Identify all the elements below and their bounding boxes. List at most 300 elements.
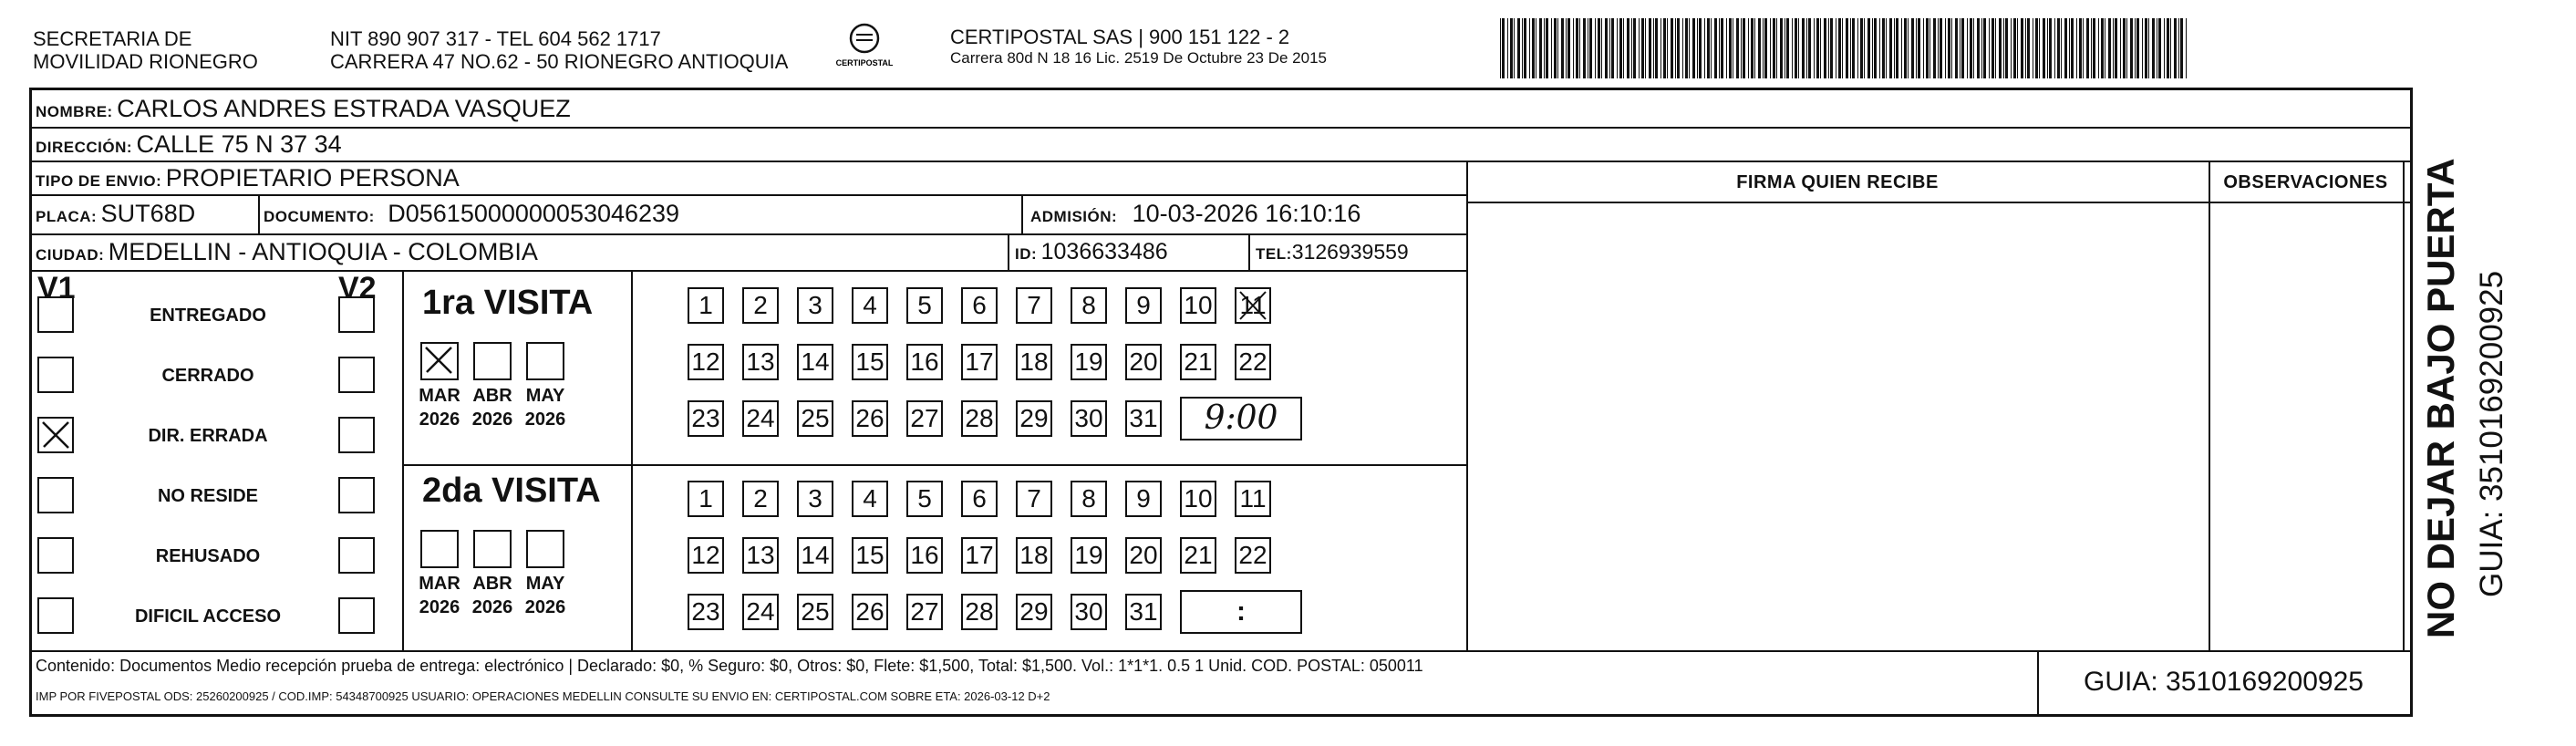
month-label <box>412 384 467 431</box>
barcode-bar <box>1601 18 1602 78</box>
day-box[interactable]: 21 <box>1180 344 1216 380</box>
barcode-bar <box>1704 18 1705 78</box>
barcode-bar <box>1830 18 1833 78</box>
barcode-bar <box>1933 18 1936 78</box>
barcode-bar <box>1748 18 1749 78</box>
status-label: CERRADO <box>161 366 254 386</box>
direccion-row <box>36 128 342 165</box>
barcode-bar <box>1653 18 1654 78</box>
day-box[interactable]: 23 <box>688 594 724 630</box>
org-contact <box>330 27 788 73</box>
barcode-bar <box>1776 18 1777 78</box>
day-box[interactable]: 15 <box>852 344 888 380</box>
footer-print-line: IMP POR FIVEPOSTAL ODS: 25260200925 / COD.IMP: 54348700925 USUARIO: OPERACIONES MEDELLIN CONSULTE SU ENVIO EN: CERTIPOSTAL.COM SOBRE ETA: 2026-03-12 D+2 <box>36 689 1050 703</box>
barcode-bar <box>1874 18 1877 78</box>
month-checkbox[interactable] <box>420 530 459 568</box>
day-box[interactable]: 18 <box>1016 537 1052 574</box>
tel-value: 3126939559 <box>1291 240 1409 264</box>
v1-checkbox[interactable] <box>37 357 74 393</box>
day-box[interactable]: 15 <box>852 537 888 574</box>
barcode-bar <box>1929 18 1930 78</box>
barcode-bar <box>1872 18 1873 78</box>
barcode-bar <box>1983 18 1986 78</box>
day-box[interactable]: 6 <box>961 287 998 324</box>
day-box[interactable]: 14 <box>797 537 833 574</box>
barcode-bar <box>1583 18 1586 78</box>
barcode-bar <box>2113 18 2114 78</box>
barcode-bar <box>1641 18 1644 78</box>
day-box[interactable]: 9 <box>1125 481 1162 517</box>
month-year: 2026 <box>471 597 513 617</box>
barcode-bar <box>1595 18 1596 78</box>
barcode-bar <box>1886 18 1887 78</box>
month-label <box>412 572 467 619</box>
visit2-title: 2da VISITA <box>422 471 601 510</box>
month-checkbox[interactable] <box>473 342 512 380</box>
direccion-value: CALLE 75 N 37 34 <box>136 130 342 158</box>
status-label: DIFICIL ACCESO <box>134 606 281 627</box>
month-name: ABR <box>472 574 512 594</box>
day-box[interactable]: 4 <box>852 481 888 517</box>
barcode-bar <box>1948 18 1950 78</box>
placa-label: PLACA: <box>36 208 98 225</box>
barcode-bar <box>1795 18 1797 78</box>
v2-checkbox[interactable] <box>338 477 375 513</box>
barcode-bar <box>2174 18 2177 78</box>
footer-content-line: Contenido: Documentos Medio recepción prueba de entrega: electrónico | Declarado: $0, % Seguro: $0, Otros: $0, Flete: $1,500, Total: $1,500. Vol.: 1*1*1. 0.5 1 Unid. COD. POSTAL: 050011 <box>36 657 1423 675</box>
tipo-value: PROPIETARIO PERSONA <box>165 164 460 192</box>
documento-value: D05615000000053046239 <box>388 200 680 227</box>
day-box[interactable]: 18 <box>1016 344 1052 380</box>
barcode <box>1498 18 2191 78</box>
day-box[interactable]: 5 <box>906 481 943 517</box>
day-box[interactable]: 13 <box>742 537 779 574</box>
day-box[interactable]: 17 <box>961 344 998 380</box>
day-box[interactable]: 3 <box>797 481 833 517</box>
day-box[interactable]: 20 <box>1125 537 1162 574</box>
time-value: 9:00 <box>1204 399 1278 437</box>
barcode-bar <box>1828 18 1829 78</box>
barcode-bar <box>1938 18 1939 78</box>
barcode-bar <box>2071 18 2074 78</box>
barcode-bar <box>1692 18 1695 78</box>
day-box[interactable]: 27 <box>906 400 943 437</box>
barcode-bar <box>1566 18 1567 78</box>
time-box[interactable] <box>1180 397 1302 440</box>
barcode-bar <box>1816 18 1819 78</box>
day-box[interactable]: 2 <box>742 287 779 324</box>
direccion-label: DIRECCIÓN: <box>36 139 133 156</box>
barcode-bar <box>1677 18 1680 78</box>
barcode-bar <box>1882 18 1885 78</box>
barcode-bar <box>1911 18 1914 78</box>
barcode-bar <box>1524 18 1526 78</box>
documento-label: DOCUMENTO: <box>264 208 375 225</box>
v1-checkbox[interactable] <box>37 477 74 513</box>
barcode-bar <box>2021 18 2023 78</box>
nit-line: NIT 890 907 317 - TEL 604 562 1717 <box>330 27 661 50</box>
barcode-bar <box>1721 18 1723 78</box>
barcode-bar <box>2135 18 2136 78</box>
v1-checkbox[interactable] <box>37 537 74 574</box>
barcode-bar <box>2164 18 2165 78</box>
barcode-bar <box>1951 18 1952 78</box>
barcode-bar <box>1514 18 1515 78</box>
barcode-bar <box>2136 18 2139 78</box>
barcode-bar <box>1814 18 1815 78</box>
barcode-bar <box>1675 18 1676 78</box>
barcode-bar <box>1926 18 1929 78</box>
barcode-bar <box>1850 18 1851 78</box>
barcode-bar <box>2148 18 2149 78</box>
day-box[interactable]: 28 <box>961 594 998 630</box>
day-box[interactable]: 1 <box>688 287 724 324</box>
day-box[interactable]: 13 <box>742 344 779 380</box>
barcode-bar <box>1824 18 1826 78</box>
signature-area[interactable] <box>1468 203 2207 648</box>
barcode-bar <box>2069 18 2070 78</box>
month-checkbox[interactable] <box>526 530 564 568</box>
status-label: NO RESIDE <box>157 486 259 506</box>
month-checkbox[interactable] <box>420 342 459 380</box>
address-line: CARRERA 47 NO.62 - 50 RIONEGRO ANTIOQUIA <box>330 50 789 73</box>
day-box[interactable]: 17 <box>961 537 998 574</box>
v2-checkbox[interactable] <box>338 296 375 333</box>
time-box[interactable] <box>1180 590 1302 634</box>
barcode-bar <box>1663 18 1666 78</box>
barcode-bar <box>1557 18 1558 78</box>
month-checkbox[interactable] <box>473 530 512 568</box>
day-box[interactable]: 27 <box>906 594 943 630</box>
barcode-bar <box>1802 18 1805 78</box>
month-year: 2026 <box>419 409 460 430</box>
barcode-bar <box>1860 18 1863 78</box>
barcode-bar <box>1970 18 1972 78</box>
barcode-bar <box>1867 18 1870 78</box>
month-name: ABR <box>472 386 512 406</box>
barcode-bar <box>1611 18 1614 78</box>
barcode-bar <box>2079 18 2082 78</box>
barcode-bar <box>2035 18 2038 78</box>
barcode-bar <box>1707 18 1710 78</box>
day-box[interactable]: 2 <box>742 481 779 517</box>
month-name: MAR <box>419 574 460 594</box>
v2-label: V2 <box>338 271 377 306</box>
barcode-bar <box>2186 18 2187 78</box>
day-box[interactable]: 25 <box>797 594 833 630</box>
observations-area[interactable] <box>2210 203 2401 648</box>
barcode-bar <box>2005 18 2008 78</box>
barcode-bar <box>1754 18 1755 78</box>
barcode-bar <box>1961 18 1964 78</box>
barcode-bar <box>1699 18 1702 78</box>
barcode-bar <box>1751 18 1754 78</box>
barcode-bar <box>1517 18 1520 78</box>
org-line-2: MOVILIDAD RIONEGRO <box>33 50 258 73</box>
barcode-bar <box>1551 18 1552 78</box>
barcode-bar <box>1889 18 1892 78</box>
id-label: ID: <box>1015 245 1038 263</box>
barcode-bar <box>2039 18 2040 78</box>
day-box[interactable]: 22 <box>1235 537 1271 574</box>
admision-value: 10-03-2026 16:10:16 <box>1132 200 1361 227</box>
barcode-bar <box>1507 18 1508 78</box>
barcode-bar <box>1852 18 1855 78</box>
barcode-bar <box>1573 18 1574 78</box>
barcode-bar <box>2167 18 2169 78</box>
barcode-bar <box>1838 18 1841 78</box>
month-checkbox[interactable] <box>526 342 564 380</box>
barcode-bar <box>1864 18 1865 78</box>
barcode-bar <box>2064 18 2067 78</box>
barcode-bar <box>1589 18 1592 78</box>
barcode-bar <box>1995 18 1996 78</box>
barcode-bar <box>2043 18 2045 78</box>
barcode-bar <box>1529 18 1530 78</box>
barcode-bar <box>1820 18 1821 78</box>
barcode-bar <box>1806 18 1807 78</box>
barcode-bar <box>2180 18 2183 78</box>
day-box[interactable]: 5 <box>906 287 943 324</box>
barcode-bar <box>2108 18 2111 78</box>
barcode-bar <box>1633 18 1636 78</box>
barcode-bar <box>1758 18 1761 78</box>
barcode-bar <box>2011 18 2012 78</box>
barcode-bar <box>2126 18 2127 78</box>
barcode-bar <box>1792 18 1793 78</box>
month-name: MAY <box>525 574 565 594</box>
day-box[interactable]: 29 <box>1016 594 1052 630</box>
barcode-bar <box>1697 18 1698 78</box>
barcode-bar <box>1567 18 1570 78</box>
warning-text: NO DEJAR BAJO PUERTA <box>2419 158 2462 638</box>
barcode-bar <box>1660 18 1661 78</box>
barcode-bar <box>1977 18 1980 78</box>
day-box[interactable]: 24 <box>742 594 779 630</box>
barcode-bar <box>1908 18 1909 78</box>
barcode-bar <box>1857 18 1858 78</box>
day-box[interactable]: 20 <box>1125 344 1162 380</box>
barcode-bar <box>1554 18 1557 78</box>
barcode-bar <box>1539 18 1542 78</box>
day-box[interactable]: 11 <box>1235 481 1271 517</box>
barcode-bar <box>1798 18 1799 78</box>
status-label: REHUSADO <box>155 546 261 566</box>
barcode-bar <box>1967 18 1968 78</box>
barcode-bar <box>2115 18 2117 78</box>
v1-checkbox[interactable] <box>37 296 74 333</box>
day-box[interactable]: 26 <box>852 400 888 437</box>
barcode-bar <box>1945 18 1946 78</box>
barcode-bar <box>1764 18 1767 78</box>
barcode-bar <box>1916 18 1917 78</box>
day-box[interactable]: 14 <box>797 344 833 380</box>
barcode-bar <box>1719 18 1720 78</box>
barcode-bar <box>1645 18 1646 78</box>
v2-checkbox[interactable] <box>338 597 375 634</box>
v2-checkbox[interactable] <box>338 357 375 393</box>
nombre-value: CARLOS ANDRES ESTRADA VASQUEZ <box>117 95 571 122</box>
barcode-bar <box>1901 18 1902 78</box>
barcode-bar <box>2054 18 2055 78</box>
barcode-bar <box>1999 18 2002 78</box>
documento-row <box>264 197 679 234</box>
placa-row <box>36 197 195 234</box>
carrier-license: Carrera 80d N 18 16 Lic. 2519 De Octubre 23 De 2015 <box>950 49 1327 67</box>
barcode-bar <box>1981 18 1982 78</box>
barcode-bar <box>1770 18 1771 78</box>
day-box[interactable]: 26 <box>852 594 888 630</box>
ciudad-value: MEDELLIN - ANTIOQUIA - COLOMBIA <box>108 238 538 265</box>
barcode-bar <box>1940 18 1942 78</box>
day-box[interactable]: 21 <box>1180 537 1216 574</box>
day-box[interactable]: 9 <box>1125 287 1162 324</box>
ciudad-label: CIUDAD: <box>36 246 105 264</box>
carrier-info <box>950 26 1327 68</box>
barcode-bar <box>1631 18 1632 78</box>
v1-label: V1 <box>37 271 76 306</box>
id-value: 1036633486 <box>1040 239 1168 264</box>
barcode-bar <box>1991 18 1994 78</box>
barcode-bar <box>2017 18 2018 78</box>
day-box[interactable]: 31 <box>1125 400 1162 437</box>
barcode-bar <box>1617 18 1618 78</box>
day-box[interactable]: 12 <box>688 344 724 380</box>
barcode-bar <box>1904 18 1907 78</box>
day-box[interactable]: 7 <box>1016 481 1052 517</box>
day-box[interactable]: 3 <box>797 287 833 324</box>
day-box[interactable]: 4 <box>852 287 888 324</box>
barcode-bar <box>1576 18 1578 78</box>
tipo-row <box>36 161 460 199</box>
day-box[interactable]: 16 <box>906 537 943 574</box>
barcode-bar <box>1842 18 1843 78</box>
day-box[interactable]: 7 <box>1016 287 1052 324</box>
barcode-bar <box>1627 18 1629 78</box>
day-box[interactable]: 12 <box>688 537 724 574</box>
day-box[interactable]: 19 <box>1071 537 1107 574</box>
barcode-bar <box>1546 18 1548 78</box>
barcode-bar <box>1605 18 1608 78</box>
side-guia: GUIA: 3510169200925 <box>2474 270 2509 597</box>
barcode-bar <box>2170 18 2171 78</box>
delivery-form <box>29 88 2413 717</box>
barcode-bar <box>1955 18 1958 78</box>
barcode-bar <box>2047 18 2048 78</box>
org-name <box>33 27 258 73</box>
nombre-row <box>36 92 571 130</box>
barcode-bar <box>1639 18 1640 78</box>
barcode-bar <box>1685 18 1688 78</box>
barcode-bar <box>2101 18 2104 78</box>
day-box[interactable]: 31 <box>1125 594 1162 630</box>
barcode-bar <box>1736 18 1739 78</box>
barcode-bar <box>2098 18 2099 78</box>
month-year: 2026 <box>419 597 460 617</box>
observaciones-label: OBSERVACIONES <box>2223 172 2388 192</box>
barcode-bar <box>2003 18 2004 78</box>
day-box[interactable]: 16 <box>906 344 943 380</box>
barcode-bar <box>2025 18 2026 78</box>
day-box[interactable]: 11 <box>1235 287 1271 324</box>
barcode-bar <box>1763 18 1764 78</box>
barcode-bar <box>1671 18 1673 78</box>
day-box[interactable]: 10 <box>1180 481 1216 517</box>
day-box[interactable]: 1 <box>688 481 724 517</box>
barcode-bar <box>1544 18 1545 78</box>
placa-value: SUT68D <box>100 200 196 227</box>
day-box[interactable]: 19 <box>1071 344 1107 380</box>
barcode-bar <box>2091 18 2092 78</box>
barcode-bar <box>2027 18 2030 78</box>
month-year: 2026 <box>524 409 566 430</box>
v2-checkbox[interactable] <box>338 417 375 453</box>
day-box[interactable]: 30 <box>1071 400 1107 437</box>
id-row <box>1015 235 1168 272</box>
barcode-bar <box>2130 18 2133 78</box>
barcode-bar <box>1780 18 1783 78</box>
barcode-bar <box>1667 18 1668 78</box>
tipo-label: TIPO DE ENVIO: <box>36 172 162 190</box>
barcode-bar <box>2083 18 2084 78</box>
day-box[interactable]: 6 <box>961 481 998 517</box>
barcode-bar <box>1973 18 1974 78</box>
day-box[interactable]: 30 <box>1071 594 1107 630</box>
v1-checkbox[interactable] <box>37 417 74 453</box>
barcode-bar <box>2076 18 2077 78</box>
barcode-bar <box>1561 18 1564 78</box>
month-name: MAY <box>525 386 565 406</box>
day-box[interactable]: 8 <box>1071 481 1107 517</box>
barcode-bar <box>2178 18 2179 78</box>
barcode-bar <box>2158 18 2161 78</box>
barcode-bar <box>2061 18 2062 78</box>
barcode-bar <box>1655 18 1658 78</box>
month-label <box>465 572 520 619</box>
day-box[interactable]: 22 <box>1235 344 1271 380</box>
barcode-bar <box>2086 18 2089 78</box>
day-box[interactable]: 28 <box>961 400 998 437</box>
barcode-bar <box>1649 18 1651 78</box>
barcode-bar <box>1510 18 1513 78</box>
barcode-bar <box>1726 18 1727 78</box>
v1-checkbox[interactable] <box>37 597 74 634</box>
v2-checkbox[interactable] <box>338 537 375 574</box>
barcode-bar <box>1743 18 1745 78</box>
day-box[interactable]: 8 <box>1071 287 1107 324</box>
barcode-bar <box>1502 18 1505 78</box>
barcode-bar <box>1711 18 1712 78</box>
barcode-bar <box>2142 18 2143 78</box>
barcode-bar <box>1773 18 1775 78</box>
status-label: ENTREGADO <box>150 306 266 326</box>
barcode-bar <box>1879 18 1880 78</box>
day-box[interactable]: 23 <box>688 400 724 437</box>
barcode-bar <box>1532 18 1535 78</box>
month-year: 2026 <box>471 409 513 430</box>
barcode-bar <box>2120 18 2121 78</box>
barcode-bar <box>2145 18 2147 78</box>
month-name: MAR <box>419 386 460 406</box>
day-box[interactable]: 10 <box>1180 287 1216 324</box>
nombre-label: NOMBRE: <box>36 103 113 120</box>
time-value: : <box>1236 596 1246 627</box>
day-box[interactable]: 29 <box>1016 400 1052 437</box>
firma-label: FIRMA QUIEN RECIBE <box>1736 172 1939 192</box>
day-box[interactable]: 25 <box>797 400 833 437</box>
logo-text: CERTIPOSTAL <box>835 58 894 67</box>
day-box[interactable]: 24 <box>742 400 779 437</box>
